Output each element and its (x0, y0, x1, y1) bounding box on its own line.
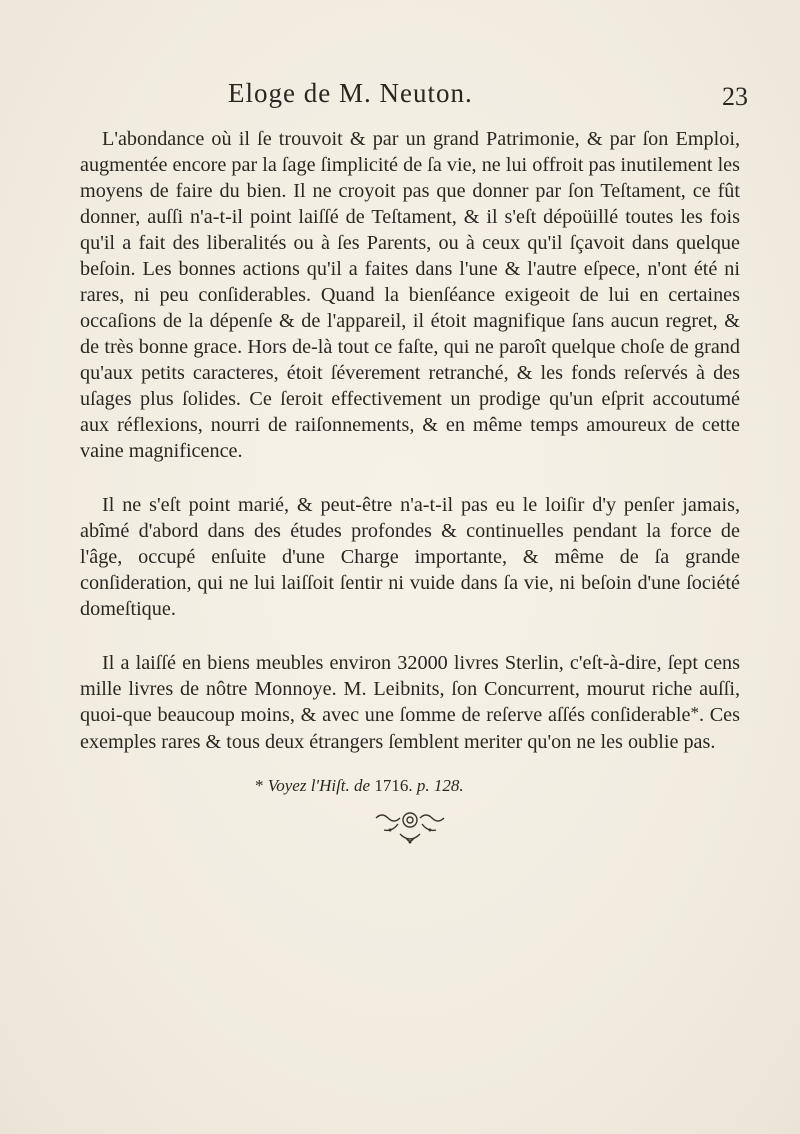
footnote-reference: * (690, 703, 699, 722)
footnote (255, 776, 464, 796)
page-number: 23 (722, 82, 748, 111)
tailpiece-ornament-icon (370, 808, 450, 848)
paragraph-1: L'abondance où il ſe trouvoit & par un grand Patrimonie, & par ſon Emploi, augmentée encore par la ſage ſimplicité de ſa vie, ne lui offroit pas inutilement les moyens de faire du bien. Il ne croyoit pas que donner par ſon Teſtament, ce fût donner, auſſi n'a-t-il point laiſſé de Teſtament, & il s'eſt dépoüillé toutes les fois qu'il a fait des liberalités ou à ſes Parents, ou à ceux qu'il ſçavoit dans quelque beſoin. Les bonnes actions qu'il a faites dans l'une & l'autre eſpece, n'ont été ni rares, ni peu conſiderables. Quand la bienſéance exigeoit de lui en certaines occaſions de la dépenſe & de l'appareil, il étoit magnifique ſans aucun regret, & de très bonne grace. Hors de-là tout ce faſte, qui ne paroît quelque choſe de grand qu'aux petits caracteres, étoit ſéverement retranché, & les fonds reſervés à des uſages plus ſolides. Ce ſeroit effectivement un prodige qu'un eſprit accoutumé aux réflexions, nourri de raiſonnements, & en même temps amoureux de cette vaine magnificence. (80, 128, 740, 462)
footnote-year: 1716. (374, 776, 413, 795)
paragraph-2: Il ne s'eſt point marié, & peut-être n'a-t-il pas eu le loiſir d'y penſer jamais, abîmé d'abord dans des études profondes & continuelles pendant la force de l'âge, occupé enſuite d'une Charge importante, & même de ſa grande conſideration, qui ne lui laiſſoit ſentir ni vuide dans ſa vie, ni beſoin d'une ſociété domeſtique. (80, 494, 740, 620)
page-header (228, 78, 748, 118)
paragraph-3-end: . Ces exemples rares & tous deux étrangers ſemblent meriter qu'on ne les oublie pas. (80, 704, 741, 753)
body-text (80, 126, 740, 755)
footnote-text: Voyez l'Hiſt. de (267, 776, 371, 795)
paragraph-3 (80, 650, 740, 755)
footnote-marker: * (255, 776, 264, 795)
footnote-page: p. 128. (416, 776, 464, 795)
paragraph-3-text: Il a laiſſé en biens meubles environ 32000 livres Sterlin, c'eſt-à-dire, ſept cens mille livres de nôtre Monnoye. M. Leibnits, ſon Concurrent, mourut riche auſſi, quoi-que beaucoup moins, & avec une ſomme de reſerve aſſés conſiderable (80, 652, 740, 726)
running-title: Eloge de M. Neuton. (228, 78, 473, 108)
